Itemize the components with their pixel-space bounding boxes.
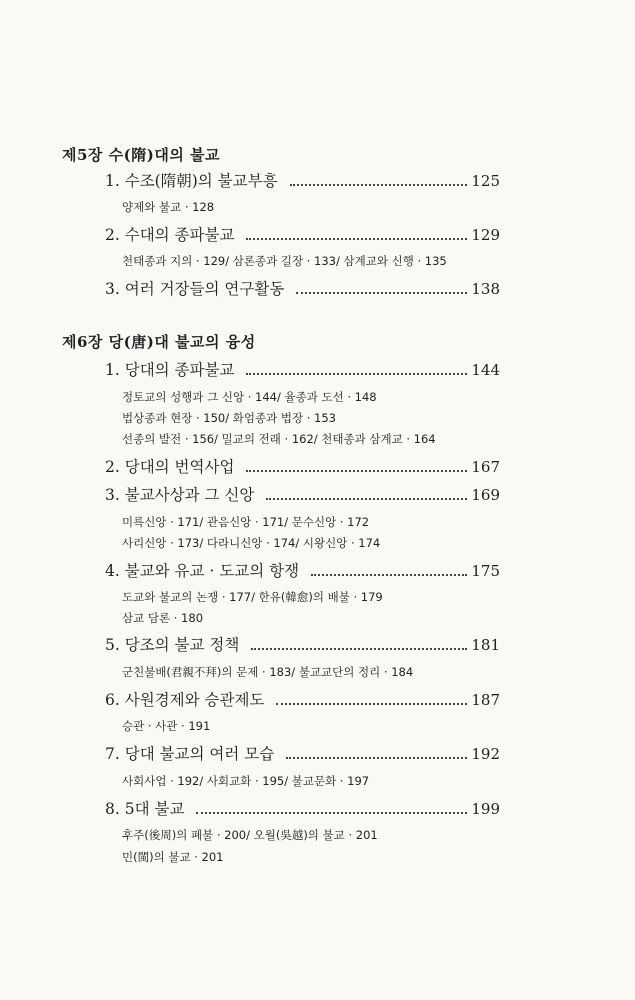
- entry-title: 4. 불교와 유교 · 도교의 항쟁: [105, 562, 300, 580]
- entry-page: 169: [471, 486, 500, 504]
- toc-entry[interactable]: [105, 455, 500, 477]
- entry-page: 125: [471, 172, 500, 190]
- subtopic-line: 민(閩)의 불교 · 201: [122, 850, 224, 864]
- subtopic-line: 승관 · 사관 · 191: [122, 719, 211, 733]
- dot-leader: [290, 183, 468, 186]
- entry-page: 129: [471, 226, 500, 244]
- entry-title: 3. 여러 거장들의 연구활동: [105, 280, 285, 298]
- entry-title: 3. 불교사상과 그 신앙: [105, 486, 255, 504]
- subtopic-line: 삼교 담론 · 180: [122, 611, 204, 625]
- entry-page: 181: [471, 636, 500, 654]
- toc-entry[interactable]: [105, 559, 500, 581]
- dot-leader: [251, 647, 467, 650]
- subtopic-line: 사리신앙 · 173/ 다라니신앙 · 174/ 시왕신앙 · 174: [122, 536, 381, 550]
- subtopic-line: 선종의 발전 · 156/ 밀교의 전래 · 162/ 천태종과 삼계교 · 164: [122, 432, 436, 446]
- entry-page: 167: [471, 458, 500, 476]
- toc-entry[interactable]: [105, 223, 500, 245]
- toc-entry[interactable]: [105, 483, 500, 505]
- toc-entry[interactable]: [105, 688, 500, 710]
- entry-page: 187: [471, 691, 500, 709]
- entry-title: 5. 당조의 불교 정책: [105, 636, 240, 654]
- dot-leader: [246, 469, 467, 472]
- dot-leader: [246, 237, 467, 240]
- entry-page: 175: [471, 562, 500, 580]
- entry-title: 6. 사원경제와 승관제도: [105, 691, 265, 709]
- dot-leader: [246, 372, 467, 375]
- subtopic-line: 군친불배(君親不拜)의 문제 · 183/ 불교교단의 정리 · 184: [122, 665, 414, 679]
- entry-page: 144: [471, 361, 500, 379]
- entry-title: 7. 당대 불교의 여러 모습: [105, 745, 275, 763]
- entry-title: 2. 당대의 번역사업: [105, 458, 235, 476]
- entry-title: 1. 당대의 종파불교: [105, 361, 235, 379]
- dot-leader: [276, 702, 467, 705]
- entry-title: 8. 5대 불교: [105, 800, 185, 818]
- entry-title: 1. 수조(隋朝)의 불교부흥: [105, 172, 278, 190]
- subtopic-line: 후주(後周)의 폐불 · 200/ 오월(吳越)의 불교 · 201: [122, 828, 378, 842]
- dot-leader: [311, 573, 467, 576]
- dot-leader: [196, 811, 467, 814]
- subtopic-line: 법상종과 현장 · 150/ 화엄종과 법장 · 153: [122, 411, 336, 425]
- toc-entry[interactable]: [105, 742, 500, 764]
- subtopic-line: 천태종과 지의 · 129/ 삼론종과 길장 · 133/ 삼계교와 신행 · 135: [122, 254, 447, 268]
- entry-page: 192: [471, 745, 500, 763]
- chapter-heading: 제5장 수(隋)대의 불교: [62, 146, 221, 164]
- toc-entry[interactable]: [105, 277, 500, 299]
- subtopic-line: 사회사업 · 192/ 사회교화 · 195/ 불교문화 · 197: [122, 774, 370, 788]
- dot-leader: [286, 756, 467, 759]
- toc-entry[interactable]: [105, 633, 500, 655]
- chapter-heading: 제6장 당(唐)대 불교의 융성: [62, 333, 256, 351]
- subtopic-line: 미륵신앙 · 171/ 관음신앙 · 171/ 문수신앙 · 172: [122, 515, 370, 529]
- subtopic-line: 정토교의 성행과 그 신앙 · 144/ 율종과 도선 · 148: [122, 390, 377, 404]
- toc-entry[interactable]: [105, 169, 500, 191]
- dot-leader: [296, 291, 467, 294]
- toc-entry[interactable]: [105, 358, 500, 380]
- toc-entry[interactable]: [105, 797, 500, 819]
- entry-title: 2. 수대의 종파불교: [105, 226, 235, 244]
- entry-page: 199: [471, 800, 500, 818]
- dot-leader: [266, 497, 467, 500]
- subtopic-line: 양제와 불교 · 128: [122, 200, 215, 214]
- entry-page: 138: [471, 280, 500, 298]
- subtopic-line: 도교와 불교의 논쟁 · 177/ 한유(韓愈)의 배불 · 179: [122, 590, 383, 604]
